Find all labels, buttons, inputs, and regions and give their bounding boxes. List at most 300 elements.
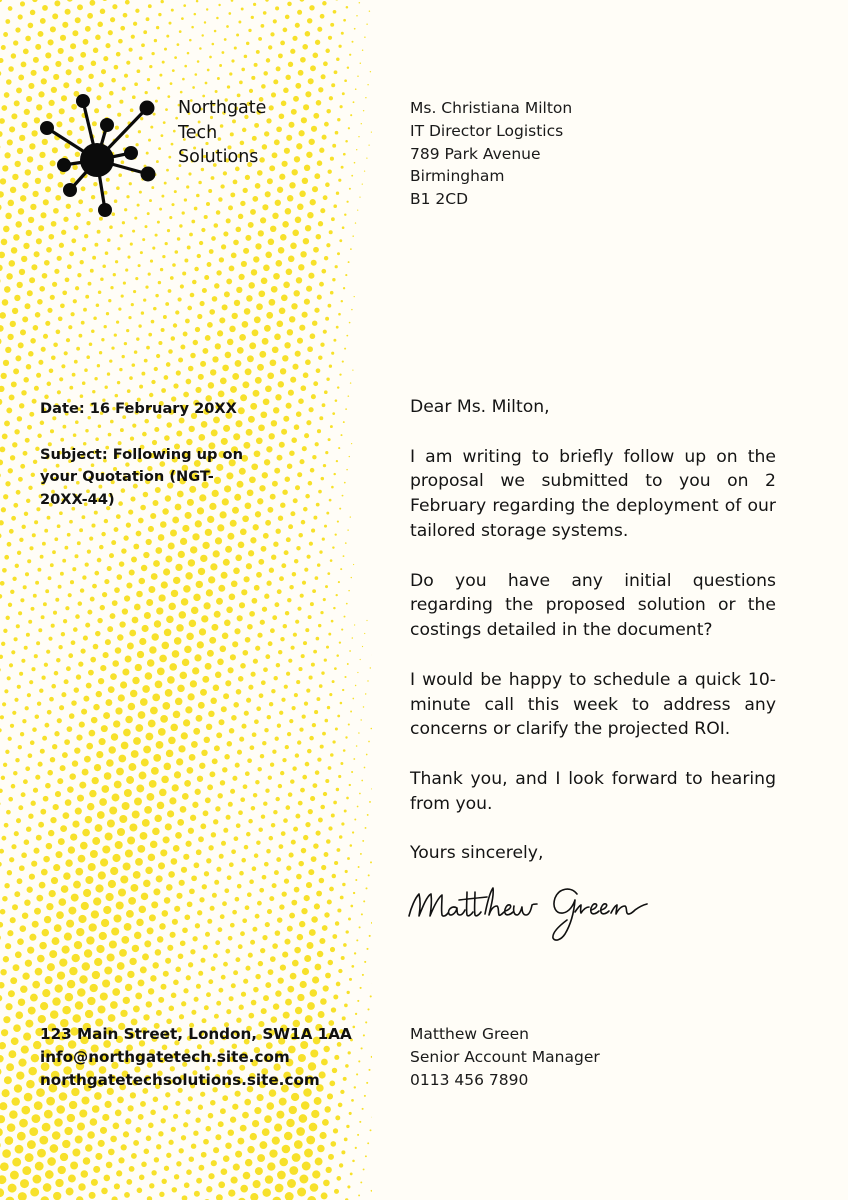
halftone-dot [112, 1196, 118, 1200]
halftone-dot [153, 560, 160, 567]
body-paragraph: Do you have any initial questions regarding the proposed solution or the costings detailed in the document? [410, 570, 776, 641]
halftone-dot [47, 516, 51, 520]
halftone-dot [298, 398, 304, 404]
halftone-dot [4, 152, 10, 158]
halftone-dot [172, 650, 180, 658]
halftone-dot [55, 984, 63, 992]
halftone-dot [189, 233, 193, 237]
halftone-dot [89, 923, 97, 931]
halftone-dot [320, 745, 324, 749]
halftone-dot [312, 320, 317, 325]
halftone-dot [286, 866, 291, 871]
halftone-dot [303, 507, 308, 512]
handwritten-signature [405, 880, 665, 952]
halftone-dot [301, 117, 307, 123]
halftone-dot [65, 277, 70, 282]
halftone-dot [45, 1170, 54, 1179]
halftone-dot [296, 143, 302, 149]
halftone-dot [368, 741, 370, 743]
halftone-dot [367, 1008, 369, 1010]
halftone-dot [206, 858, 211, 863]
halftone-dot [274, 602, 279, 607]
halftone-dot [184, 914, 190, 920]
halftone-dot [264, 862, 269, 867]
halftone-dot [182, 525, 189, 532]
halftone-dot [129, 630, 136, 637]
halftone-dot [305, 822, 310, 827]
halftone-dot [140, 832, 148, 840]
halftone-dot [353, 101, 355, 103]
halftone-dot [103, 906, 111, 914]
halftone-dot [159, 74, 162, 77]
halftone-dot [94, 1092, 102, 1100]
halftone-dot [280, 502, 285, 507]
halftone-dot [292, 1153, 301, 1162]
halftone-dot [1, 239, 8, 246]
halftone-dot [198, 702, 205, 709]
halftone-dot [284, 685, 288, 689]
halftone-dot [189, 39, 192, 42]
halftone-dot [0, 789, 3, 793]
halftone-dot [284, 878, 289, 883]
halftone-dot [88, 282, 92, 286]
halftone-dot [96, 691, 102, 697]
halftone-dot [129, 376, 133, 380]
halftone-dot [62, 752, 68, 758]
halftone-dot [334, 70, 338, 74]
halftone-dot [365, 1021, 367, 1023]
halftone-dot [54, 1118, 63, 1127]
halftone-dot [259, 351, 266, 358]
halftone-dot [354, 819, 356, 821]
halftone-dot [211, 176, 215, 180]
halftone-dot [317, 1145, 325, 1153]
halftone-dot [308, 615, 312, 619]
halftone-dot [288, 524, 293, 529]
halftone-dot [81, 321, 85, 325]
halftone-dot [260, 620, 265, 625]
halftone-dot [28, 753, 33, 758]
halftone-dot [230, 1117, 236, 1123]
halftone-dot [279, 113, 285, 119]
halftone-dot [368, 1069, 370, 1071]
halftone-dot [93, 644, 99, 650]
halftone-dot [206, 724, 212, 730]
halftone-dot [34, 654, 38, 658]
halftone-dot [221, 244, 226, 249]
halftone-dot [341, 434, 343, 436]
halftone-dot [87, 803, 94, 810]
halftone-dot [318, 355, 323, 360]
halftone-dot [32, 0, 37, 2]
halftone-dot [55, 598, 59, 602]
halftone-dot [97, 22, 103, 28]
halftone-dot [32, 1175, 41, 1184]
halftone-dot [344, 676, 346, 678]
halftone-dot [237, 1138, 244, 1145]
halftone-dot [345, 870, 348, 873]
halftone-dot [18, 208, 24, 214]
halftone-dot [292, 230, 299, 237]
halftone-dot [136, 531, 142, 537]
halftone-dot [304, 702, 308, 706]
halftone-dot [179, 224, 182, 227]
halftone-dot [73, 299, 77, 303]
halftone-dot [121, 742, 129, 750]
halftone-dot [280, 234, 287, 241]
halftone-dot [249, 342, 256, 349]
halftone-dot [227, 85, 230, 88]
halftone-dot [191, 1143, 196, 1148]
halftone-dot [239, 871, 244, 876]
halftone-dot [95, 824, 103, 832]
halftone-dot [271, 1016, 278, 1023]
halftone-dot [207, 516, 214, 523]
halftone-dot [308, 481, 313, 486]
halftone-dot [181, 867, 187, 873]
halftone-dot [148, 586, 155, 593]
halftone-dot [237, 750, 242, 755]
halftone-dot [244, 55, 248, 59]
halftone-dot [83, 696, 89, 702]
halftone-dot [148, 333, 152, 337]
halftone-dot [29, 1127, 38, 1136]
halftone-dot [218, 988, 223, 993]
halftone-dot [180, 345, 185, 350]
halftone-dot [228, 1189, 235, 1196]
halftone-dot [108, 1149, 115, 1156]
halftone-dot [214, 30, 217, 33]
halftone-dot [229, 326, 235, 332]
letter-date: Date: 16 February 20XX [40, 400, 237, 417]
halftone-dot [264, 325, 271, 332]
halftone-dot [0, 338, 2, 345]
halftone-dot [276, 320, 283, 327]
halftone-dot [83, 39, 89, 45]
halftone-dot [161, 328, 165, 332]
halftone-dot [317, 757, 321, 761]
halftone-dot [185, 319, 190, 324]
halftone-dot [353, 892, 355, 894]
halftone-dot [243, 979, 248, 984]
halftone-dot [209, 249, 214, 254]
halftone-dot [352, 41, 354, 43]
halftone-dot [251, 806, 256, 811]
halftone-dot [123, 282, 126, 285]
halftone-dot [240, 1125, 247, 1132]
halftone-dot [263, 11, 267, 15]
halftone-dot [272, 346, 279, 353]
halftone-dot [16, 1011, 24, 1019]
halftone-dot [81, 709, 87, 715]
halftone-dot [95, 35, 101, 41]
halftone-dot [22, 525, 26, 529]
halftone-dot [319, 938, 325, 944]
halftone-dot [68, 593, 72, 597]
halftone-dot [226, 218, 231, 223]
halftone-dot [164, 1166, 169, 1171]
halftone-dot [66, 338, 70, 342]
halftone-dot [255, 780, 259, 784]
halftone-dot [147, 927, 154, 934]
halftone-dot [332, 680, 335, 683]
halftone-dot [14, 637, 18, 641]
halftone-dot [352, 637, 354, 639]
halftone-dot [325, 973, 331, 979]
halftone-dot [267, 507, 273, 513]
halftone-dot [43, 1183, 52, 1192]
halftone-dot [365, 693, 366, 694]
halftone-dot [326, 839, 331, 844]
halftone-dot [307, 1002, 315, 1010]
halftone-dot [158, 13, 161, 16]
halftone-dot [17, 685, 21, 689]
halftone-dot [234, 836, 239, 841]
halftone-dot [0, 473, 1, 479]
halftone-dot [99, 545, 104, 550]
halftone-dot [18, 14, 23, 19]
halftone-dot [161, 1118, 166, 1123]
halftone-dot [302, 968, 309, 975]
halftone-dot [254, 853, 259, 858]
halftone-dot [166, 169, 169, 172]
halftone-dot [235, 1151, 242, 1158]
halftone-dot [87, 610, 92, 615]
halftone-dot [245, 637, 251, 643]
halftone-dot [78, 915, 86, 923]
halftone-dot [359, 1121, 361, 1123]
halftone-dot [107, 566, 112, 571]
halftone-dot [285, 476, 290, 481]
halftone-dot [257, 364, 264, 371]
halftone-dot [112, 794, 120, 802]
halftone-dot [198, 1105, 203, 1110]
halftone-dot [15, 758, 19, 762]
halftone-dot [128, 316, 131, 319]
halftone-dot [27, 559, 31, 563]
halftone-dot [336, 654, 339, 657]
halftone-dot [313, 843, 318, 848]
halftone-dot [28, 814, 33, 819]
halftone-dot [93, 316, 97, 320]
halftone-dot [333, 473, 335, 475]
halftone-dot [118, 308, 121, 311]
halftone-dot [230, 520, 237, 527]
halftone-dot [98, 871, 106, 879]
halftone-dot [277, 187, 283, 193]
halftone-dot [182, 659, 190, 667]
halftone-dot [225, 680, 231, 686]
halftone-dot [243, 188, 248, 193]
halftone-dot [351, 309, 352, 310]
halftone-dot [348, 918, 351, 921]
halftone-dot [10, 187, 16, 193]
halftone-dot [104, 772, 112, 780]
halftone-dot [309, 736, 314, 741]
halftone-dot [260, 217, 266, 223]
halftone-dot [208, 711, 214, 717]
halftone-dot [219, 64, 222, 67]
halftone-dot [139, 385, 143, 389]
halftone-dot [38, 225, 44, 231]
halftone-dot [312, 186, 318, 192]
halftone-dot [114, 781, 122, 789]
halftone-dot [313, 113, 319, 119]
halftone-dot [305, 225, 311, 231]
halftone-dot [275, 6, 279, 10]
halftone-dot [264, 1115, 272, 1123]
halftone-dot [197, 776, 203, 782]
halftone-dot [71, 640, 76, 645]
halftone-dot [4, 286, 11, 293]
halftone-dot [212, 758, 218, 764]
halftone-dot [227, 875, 232, 880]
halftone-dot [18, 1058, 26, 1066]
halftone-dot [289, 122, 295, 128]
halftone-dot [54, 671, 59, 676]
halftone-dot [158, 862, 165, 869]
halftone-dot [310, 796, 315, 801]
halftone-dot [111, 733, 118, 740]
halftone-dot [290, 377, 296, 383]
halftone-dot [235, 1091, 241, 1097]
halftone-dot [135, 664, 142, 671]
halftone-dot [354, 296, 355, 297]
halftone-dot [297, 204, 304, 211]
halftone-dot [269, 568, 274, 573]
halftone-dot [300, 788, 305, 793]
halftone-dot [63, 619, 67, 623]
halftone-dot [21, 852, 27, 858]
halftone-dot [310, 65, 316, 71]
halftone-dot [290, 243, 297, 250]
halftone-dot [54, 924, 62, 932]
halftone-dot [6, 273, 13, 280]
halftone-dot [283, 281, 290, 288]
halftone-dot [50, 757, 55, 762]
halftone-dot [223, 171, 227, 175]
halftone-dot [83, 308, 87, 312]
halftone-dot [221, 51, 224, 54]
halftone-dot [163, 836, 170, 843]
halftone-dot [187, 693, 194, 700]
halftone-dot [69, 967, 77, 975]
halftone-dot [57, 524, 61, 528]
halftone-dot [30, 338, 36, 344]
halftone-dot [199, 897, 204, 902]
halftone-dot [189, 754, 196, 761]
halftone-dot [367, 84, 368, 85]
halftone-dot [70, 580, 74, 584]
halftone-dot [273, 542, 278, 547]
halftone-dot [74, 941, 82, 949]
halftone-dot [307, 942, 314, 949]
halftone-dot [326, 109, 331, 114]
halftone-dot [315, 770, 320, 775]
halftone-dot [154, 1157, 159, 1162]
halftone-dot [329, 230, 333, 234]
halftone-dot [90, 597, 95, 602]
halftone-dot [96, 303, 100, 307]
halftone-dot [51, 356, 56, 361]
halftone-dot [258, 961, 263, 966]
halftone-dot [60, 35, 66, 41]
halftone-dot [272, 481, 278, 487]
halftone-dot [79, 975, 87, 983]
halftone-dot [146, 539, 152, 545]
halftone-dot [85, 876, 93, 884]
halftone-dot [120, 681, 127, 688]
halftone-dot [32, 727, 37, 732]
halftone-dot [100, 1127, 107, 1134]
halftone-dot [10, 1171, 19, 1180]
halftone-dot [356, 745, 358, 747]
halftone-dot [331, 1007, 336, 1012]
halftone-dot [23, 49, 29, 55]
halftone-dot [324, 525, 327, 528]
halftone-dot [59, 511, 63, 515]
halftone-dot [64, 679, 69, 684]
halftone-dot [7, 930, 13, 936]
halftone-dot [104, 325, 107, 328]
halftone-dot [92, 837, 100, 845]
halftone-dot [36, 641, 40, 645]
halftone-dot [10, 977, 17, 984]
halftone-dot [6, 79, 12, 85]
halftone-dot [116, 901, 124, 909]
halftone-dot [61, 230, 66, 235]
halftone-dot [230, 386, 237, 393]
halftone-dot [125, 1118, 131, 1124]
halftone-dot [52, 744, 57, 749]
halftone-dot [235, 763, 240, 768]
halftone-dot [5, 750, 9, 754]
halftone-dot [183, 4, 186, 7]
halftone-dot [265, 385, 272, 392]
halftone-dot [146, 1136, 152, 1142]
halftone-dot [19, 538, 23, 542]
halftone-dot [312, 589, 316, 593]
halftone-dot [60, 825, 67, 832]
halftone-dot [109, 359, 112, 362]
halftone-dot [265, 654, 270, 659]
halftone-dot [302, 312, 308, 318]
halftone-dot [298, 130, 304, 136]
halftone-dot [245, 771, 250, 776]
halftone-dot [65, 546, 69, 550]
halftone-dot [276, 529, 281, 534]
halftone-dot [223, 828, 228, 833]
halftone-dot [23, 451, 28, 456]
halftone-dot [210, 369, 216, 375]
halftone-dot [321, 865, 326, 870]
halftone-dot [165, 823, 172, 830]
halftone-dot [67, 786, 74, 793]
halftone-dot [341, 300, 343, 302]
halftone-dot [363, 706, 364, 707]
halftone-dot [338, 447, 340, 449]
halftone-dot [87, 549, 91, 553]
halftone-dot [345, 140, 348, 143]
halftone-dot [0, 728, 2, 732]
halftone-dot [141, 311, 144, 314]
halftone-dot [85, 562, 89, 566]
halftone-dot [339, 835, 343, 839]
halftone-dot [188, 366, 194, 372]
halftone-dot [313, 381, 318, 386]
halftone-dot [165, 108, 168, 111]
halftone-dot [146, 1001, 152, 1007]
